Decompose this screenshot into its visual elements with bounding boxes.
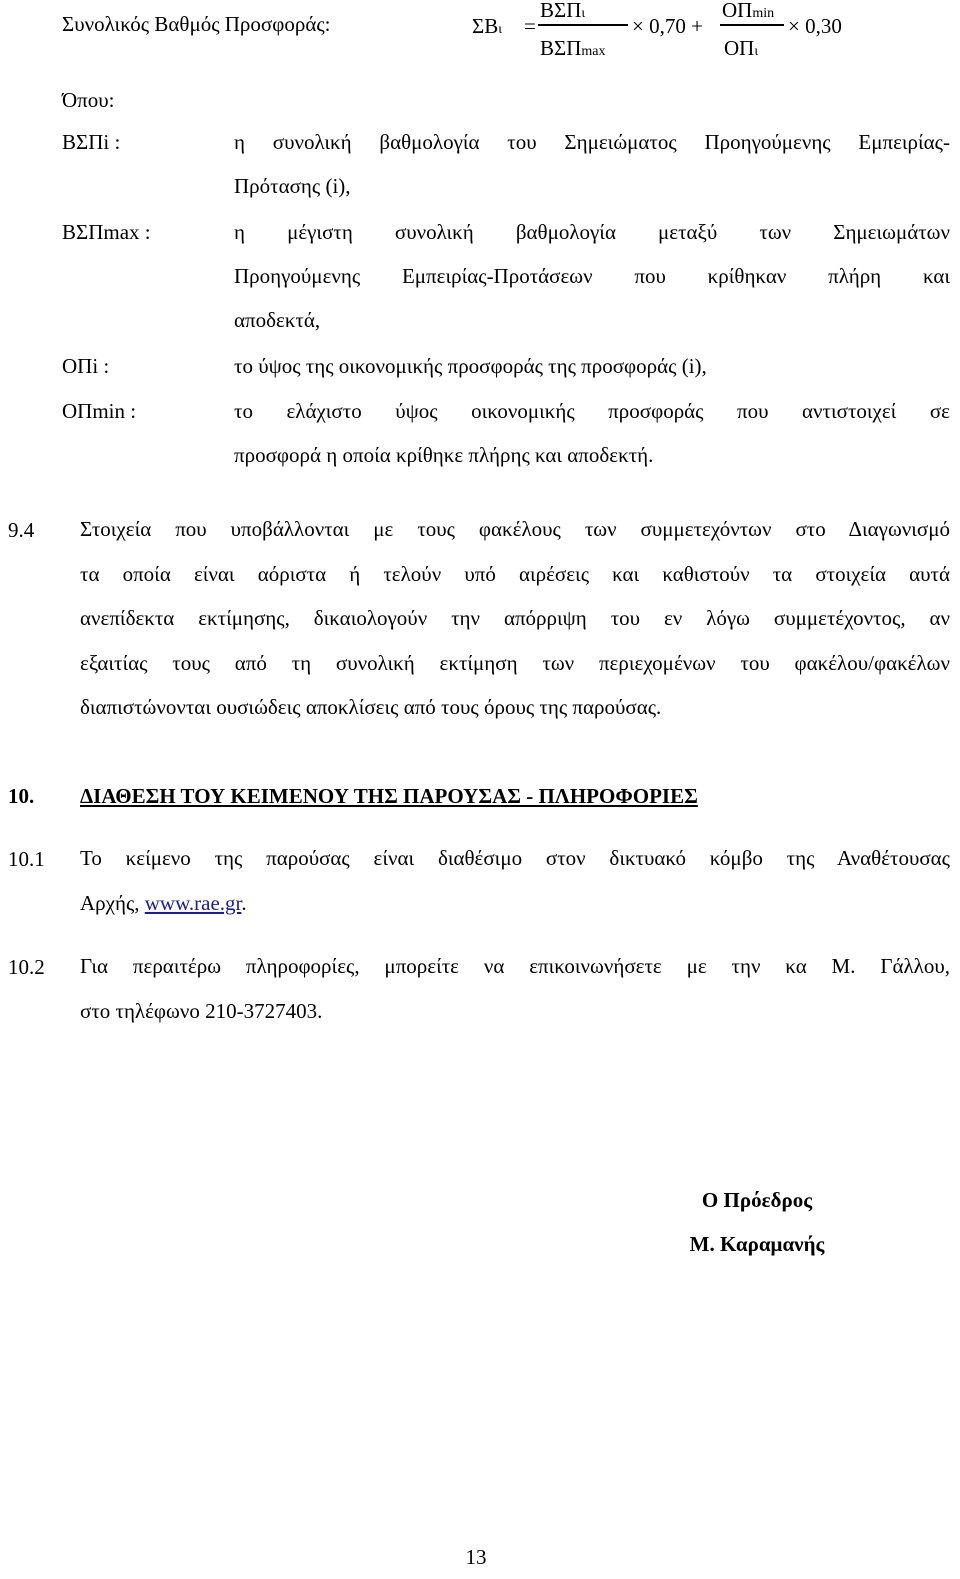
page-number: 13 [465,1545,487,1569]
definition-term-bspmax: ΒΣΠmax : [62,220,151,244]
definition-text-opi: το ύψος της οικονομικής προσφοράς της προσφοράς (i), [234,354,707,378]
definition-term-opi: ΟΠi : [62,354,110,378]
definition-term-bspi: ΒΣΠi : [62,130,121,154]
section-10-2-number: 10.2 [8,955,45,979]
section-10-number: 10. [8,784,35,808]
fraction1-numerator: ΒΣΠι [540,0,586,22]
section-9-4-text: Στοιχεία που υποβάλλονται με τους φακέλους των συμμετεχόντων στο Διαγωνισμό τα οποία είναι αόριστα ή τελούν υπό αιρέσεις και καθιστούν τα στοιχεία αυτά ανεπίδεκτα εκτίμησης, δικαιολογούν την απόρριψη του εν λόγω συμμετέχοντος, αν εξαιτίας τους από τη συνολική εκτίμηση των περιεχομένων του φακέλου/φακέλων διαπιστώνονται ουσιώδεις αποκλίσεις από τους όρους της παρούσας. [80,517,950,720]
definition-term-opmin: ΟΠmin : [62,399,137,423]
formula-weight-2: × 0,30 [788,14,842,38]
formula-label: Συνολικός Βαθμός Προσφοράς: [62,12,331,36]
section-10-1-text: Το κείμενο της παρούσας είναι διαθέσιμο στον δικτυακό κόμβο της Αναθέτουσας Αρχής, www.rae.gr. [80,846,950,915]
section-10-2-text: Για περαιτέρω πληροφορίες, μπορείτε να επικοινωνήσετε με την κα Μ. Γάλλου, στο τηλέφωνο 210-3727403. [80,954,950,1023]
signature-name: Μ. Καραμανής [689,1232,825,1256]
section-10-title: ΔΙΑΘΕΣΗ ΤΟΥ ΚΕΙΜΕΝΟΥ ΤΗΣ ΠΑΡΟΥΣΑΣ - ΠΛΗΡΟΦΟΡΙΕΣ [80,784,698,808]
definition-text-opmin: το ελάχιστο ύψος οικονομικής προσφοράς που αντιστοιχεί σε προσφορά η οποία κρίθηκε πλήρης και αποδεκτή. [234,399,950,467]
definition-text-bspi: η συνολική βαθμολογία του Σημειώματος Προηγούμενης Εμπειρίας- Πρότασης (i), [234,130,950,198]
fraction1-bar [538,24,628,26]
fraction1-denominator: ΒΣΠmax [540,36,606,60]
formula-lhs: ΣΒι [472,14,503,38]
section-10-1-number: 10.1 [8,847,45,871]
fraction2-bar [720,24,784,26]
score-formula [472,0,872,70]
formula-weight-1: × 0,70 + [632,14,703,38]
rae-website-link[interactable]: www.rae.gr [144,890,242,915]
signature-title: Ο Πρόεδρος [701,1188,813,1212]
fraction2-numerator: ΟΠmin [722,0,775,22]
formula-equals: = [524,14,536,38]
section-9-4-number: 9.4 [8,518,35,542]
definition-text-bspmax: η μέγιστη συνολική βαθμολογία μεταξύ των Σημειωμάτων Προηγούμενης Εμπειρίας-Προτάσεων που κρίθηκαν πλήρη και αποδεκτά, [234,220,950,332]
where-label: Όπου: [62,88,115,112]
fraction2-denominator: ΟΠι [724,36,759,60]
